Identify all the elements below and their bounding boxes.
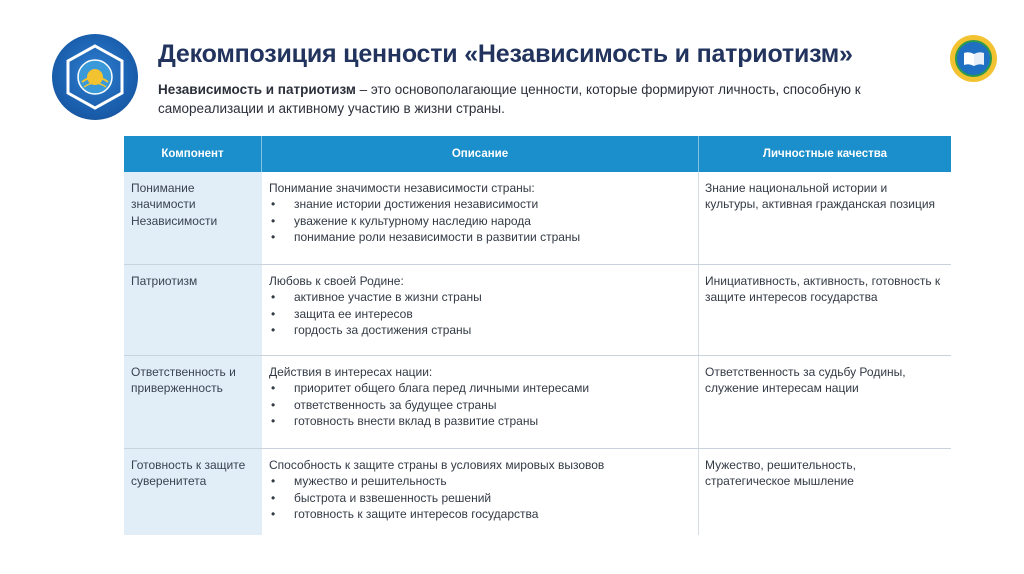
description-cell <box>262 356 699 448</box>
list-item: • ответственность за будущее страны <box>269 397 691 413</box>
list-item: • мужество и решительность <box>269 473 691 489</box>
column-header-qualities: Личностные качества <box>762 148 888 160</box>
description-bullets <box>269 196 691 245</box>
list-item: • защита ее интересов <box>269 306 691 322</box>
subtitle-bold: Независимость и патриотизм <box>158 82 356 97</box>
kazakhstan-emblem-logo <box>52 34 138 120</box>
component-cell: Готовность к защите суверенитета <box>124 449 262 535</box>
table-row <box>124 356 951 449</box>
description-bullets <box>269 473 691 522</box>
qualities-cell: Знание национальной истории и культуры, активная гражданская позиция <box>705 181 936 212</box>
column-header-description: Описание <box>262 136 699 172</box>
decomposition-table <box>124 136 951 535</box>
kazakhstan-emblem-icon <box>60 42 130 112</box>
description-lead: Любовь к своей Родине: <box>269 274 404 288</box>
qualities-cell: Мужество, решительность, стратегическое мышление <box>705 458 856 489</box>
ministry-book-emblem-icon <box>963 51 985 67</box>
list-item: • понимание роли независимости в развитии страны <box>269 229 691 245</box>
list-item: • уважение к культурному наследию народа <box>269 213 691 229</box>
description-cell <box>262 449 699 535</box>
column-header-component: Компонент <box>124 136 262 172</box>
list-item: • знание истории достижения независимости <box>269 196 691 212</box>
table-row <box>124 172 951 265</box>
description-lead: Способность к защите страны в условиях мировых вызовов <box>269 458 605 472</box>
table-header <box>124 136 951 172</box>
qualities-cell: Инициативность, активность, готовность к защите интересов государства <box>705 274 941 305</box>
list-item: • приоритет общего блага перед личными интересами <box>269 380 691 396</box>
list-item: • готовность внести вклад в развитие страны <box>269 413 691 429</box>
qualities-cell: Ответственность за судьбу Родины, служение интересам нации <box>705 365 906 396</box>
page-subtitle <box>158 80 878 118</box>
description-lead: Понимание значимости независимости страны: <box>269 181 535 195</box>
list-item: • активное участие в жизни страны <box>269 289 691 305</box>
subtitle-text: – это основополагающие ценности, которые формируют личность, способную к самореализации и активному участию в жизни страны. <box>158 82 861 116</box>
component-cell: Понимание значимости Независимости <box>124 172 262 264</box>
description-bullets <box>269 380 691 429</box>
description-cell <box>262 265 699 355</box>
component-cell: Ответственность и приверженность <box>124 356 262 448</box>
description-lead: Действия в интересах нации: <box>269 365 433 379</box>
description-cell <box>262 172 699 264</box>
list-item: • быстрота и взвешенность решений <box>269 490 691 506</box>
table-row <box>124 449 951 535</box>
description-bullets <box>269 289 691 338</box>
table-row <box>124 265 951 356</box>
list-item: • готовность к защите интересов государства <box>269 506 691 522</box>
page-title: Декомпозиция ценности «Независимость и патриотизм» <box>158 40 853 68</box>
list-item: • гордость за достижения страны <box>269 322 691 338</box>
component-cell: Патриотизм <box>124 265 262 355</box>
ministry-logo <box>950 35 997 82</box>
